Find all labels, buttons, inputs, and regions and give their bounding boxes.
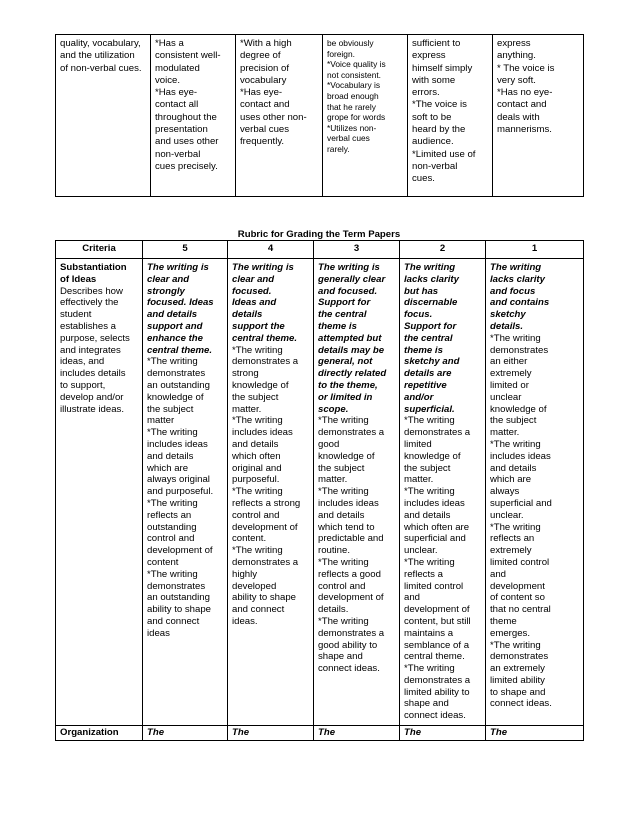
text-line: connect ideas.	[490, 698, 552, 710]
rubric-title: Rubric for Grading the Term Papers	[237, 229, 401, 240]
text-line: development of	[318, 592, 384, 604]
text-line: consistent well-	[155, 50, 221, 62]
text-line: development of	[147, 545, 213, 557]
top-cell	[56, 35, 151, 197]
text-line: and details	[490, 462, 537, 474]
text-line: connect ideas.	[318, 663, 380, 675]
text-line: mannerisms.	[497, 124, 552, 136]
text-line: matter.	[404, 474, 434, 486]
score-4-summary	[232, 262, 309, 345]
text-line: details.	[318, 604, 349, 616]
text-line: *The writing	[490, 438, 541, 450]
text-line: sketchy	[490, 309, 526, 321]
text-line: *The writing	[490, 521, 541, 533]
text-line: The writing is	[147, 262, 209, 273]
text-line: *With a high	[240, 38, 292, 49]
text-line: *Vocabulary is	[327, 80, 381, 91]
text-line: and integrates	[60, 344, 121, 356]
text-line: and purposeful.	[147, 486, 214, 498]
text-line: cues.	[412, 173, 435, 185]
text-line: contact all	[155, 99, 199, 111]
text-line: demonstrates a	[404, 674, 471, 686]
text-line: directly related	[318, 368, 387, 380]
text-line: rarely.	[327, 143, 350, 154]
text-line: that no central	[490, 604, 551, 616]
text-line: includes ideas	[404, 497, 465, 509]
text-line: purpose, selects	[60, 332, 130, 344]
text-line: highly	[232, 568, 258, 580]
text-line: student	[60, 309, 92, 321]
text-line: developed	[232, 580, 277, 592]
text-line: very soft.	[497, 74, 536, 86]
text-line: *The writing	[490, 639, 541, 651]
header-score-4: 4	[228, 241, 314, 259]
text-line: limited control	[490, 556, 550, 568]
text-line: content.	[232, 533, 267, 545]
text-line: *The writing	[232, 545, 283, 557]
text-line: details are	[404, 368, 452, 380]
text-line: demonstrates	[147, 580, 206, 592]
text-line: *Has a	[155, 38, 184, 49]
text-line: good	[318, 438, 340, 450]
score-1-cell: The	[486, 726, 584, 741]
text-line: limited or	[490, 379, 529, 391]
score-3-cell	[314, 259, 400, 726]
text-line: and connect	[147, 615, 200, 627]
text-line: broad enough	[327, 90, 379, 101]
text-line: the subject	[318, 462, 365, 474]
text-line: and	[404, 592, 421, 604]
text-line: includes details	[60, 368, 126, 380]
score-3-details	[318, 415, 395, 675]
text-line: and/or	[404, 391, 434, 403]
text-line: focused.	[232, 285, 272, 297]
text-line: *The writing	[404, 415, 455, 427]
text-line: non-verbal	[412, 160, 458, 172]
text-line: *The writing	[232, 415, 283, 427]
text-line: details.	[490, 320, 524, 332]
score-2-cell	[400, 259, 486, 726]
text-line: theme is	[318, 320, 357, 332]
text-line: express	[412, 50, 446, 62]
text-line: of content so	[490, 592, 545, 604]
text-line: frequently.	[240, 136, 285, 148]
text-line: ability to shape	[147, 604, 211, 616]
text-line: the subject	[404, 462, 451, 474]
text-line: an extremely	[490, 663, 545, 675]
text-line: degree of	[240, 50, 281, 62]
text-line: demonstrates a	[318, 427, 385, 439]
text-line: knowledge of	[318, 450, 375, 462]
text-line: knowledge of	[490, 403, 547, 415]
text-line: limited ability	[490, 674, 545, 686]
text-line: demonstrates	[490, 651, 549, 663]
text-line: superficial and	[404, 533, 466, 545]
text-line: which are	[147, 462, 189, 474]
score-1-summary	[490, 262, 579, 333]
text-line: always	[490, 486, 520, 498]
text-line: Support for	[318, 297, 371, 309]
text-line: and details	[318, 509, 365, 521]
text-line: the central	[404, 332, 453, 344]
text-line: soft to be	[412, 111, 452, 123]
text-line: *The writing	[232, 344, 283, 356]
text-line: support and	[147, 320, 203, 332]
text-line: but has	[404, 285, 439, 297]
term-paper-rubric-table	[55, 240, 584, 741]
text-line: *The writing	[404, 663, 455, 675]
text-line: precision of	[240, 62, 290, 74]
text-line: superficial and	[490, 497, 552, 509]
criteria-cell	[56, 259, 143, 726]
text-line: development of	[404, 604, 470, 616]
text-line: general, not	[318, 356, 373, 368]
text-line: development	[490, 580, 545, 592]
text-line: foreign.	[327, 48, 355, 59]
text-line: contact and	[240, 99, 290, 111]
text-line: includes ideas	[147, 438, 208, 450]
text-line: good ability to	[318, 639, 378, 651]
text-line: quality, vocabulary,	[60, 38, 141, 49]
text-line: shape and	[404, 698, 449, 710]
text-line: discernable	[404, 297, 458, 309]
text-line: and details	[147, 450, 194, 462]
text-line: and details	[232, 438, 279, 450]
text-line: details may be	[318, 344, 385, 356]
text-line: demonstrates a	[232, 356, 299, 368]
table-row	[56, 35, 584, 197]
text-line: *Has no eye-	[497, 87, 553, 99]
text-line: illustrate ideas.	[60, 403, 124, 415]
text-line: ideas.	[232, 615, 258, 627]
text-line: and details	[147, 309, 198, 321]
score-4-cell	[228, 259, 314, 726]
top-cell	[408, 35, 493, 197]
text-line: extremely	[490, 545, 532, 557]
top-cell	[493, 35, 584, 197]
text-line: theme is	[404, 344, 443, 356]
text-line: limited ability to	[404, 686, 470, 698]
text-line: maintains a	[404, 627, 454, 639]
text-line: ideas, and	[60, 356, 105, 368]
text-line: *Utilizes non-	[327, 122, 377, 133]
header-score-1: 1	[486, 241, 584, 259]
text-line: purposeful.	[232, 474, 280, 486]
text-line: central theme.	[232, 332, 298, 344]
text-line: enhance the	[147, 332, 203, 344]
text-line: ability to shape	[232, 592, 296, 604]
text-line: modulated	[155, 62, 200, 74]
text-line: establishes a	[60, 320, 116, 332]
text-line: clear and	[147, 273, 190, 285]
text-line: knowledge of	[147, 391, 204, 403]
text-line: *Limited use of	[412, 148, 476, 160]
text-line: original and	[232, 462, 282, 474]
text-line: grope for words	[327, 112, 386, 123]
text-line: sketchy and	[404, 356, 460, 368]
text-line: routine.	[318, 545, 350, 557]
text-line: content	[147, 556, 179, 568]
text-line: express	[497, 38, 531, 49]
text-line: of non-verbal cues.	[60, 62, 142, 74]
score-4-details	[232, 345, 309, 628]
text-line: an outstanding	[147, 379, 210, 391]
text-line: control and	[318, 580, 366, 592]
text-line: outstanding	[147, 521, 197, 533]
text-line: be obviously	[327, 38, 374, 48]
top-cell	[151, 35, 236, 197]
text-line: unclear.	[404, 545, 438, 557]
text-line: which often are	[404, 521, 470, 533]
text-line: scope.	[318, 403, 349, 415]
score-3-summary	[318, 262, 395, 415]
text-line: deals with	[497, 111, 540, 123]
text-line: an outstanding	[147, 592, 210, 604]
text-line: to the theme,	[318, 379, 378, 391]
text-line: an either	[490, 356, 528, 368]
text-line: and the utilization	[60, 50, 135, 62]
text-line: development of	[232, 521, 298, 533]
text-line: and details	[404, 509, 451, 521]
text-line: heard by the	[412, 124, 466, 136]
text-line: and connect	[232, 604, 285, 616]
text-line: support the	[232, 320, 285, 332]
text-line: himself simply	[412, 62, 473, 74]
text-line: strongly	[147, 285, 185, 297]
text-line: ideas	[147, 627, 170, 639]
text-line: verbal cues	[327, 133, 370, 144]
speech-rubric-continuation-table	[55, 34, 584, 197]
text-line: errors.	[412, 87, 440, 99]
top-cell	[236, 35, 323, 197]
score-4-cell: The	[228, 726, 314, 741]
text-line: control and	[232, 509, 280, 521]
text-line: and focus	[490, 285, 536, 297]
score-2-summary	[404, 262, 481, 415]
text-line: *The writing	[147, 497, 198, 509]
text-line: *The writing	[147, 356, 198, 368]
text-line: *The writing	[404, 486, 455, 498]
text-line: which are	[490, 474, 532, 486]
score-3-cell: The	[314, 726, 400, 741]
text-line: matter.	[232, 403, 262, 415]
text-line: effectively the	[60, 297, 119, 309]
text-line: anything.	[497, 50, 536, 62]
text-line: lacks clarity	[490, 273, 545, 285]
text-line: which often	[232, 450, 281, 462]
top-cell	[323, 35, 408, 197]
criteria-description	[60, 286, 138, 416]
text-line: limited control	[404, 580, 464, 592]
text-line: throughout the	[155, 111, 217, 123]
text-line: reflects an	[490, 533, 535, 545]
score-1-details	[490, 333, 579, 711]
text-line: and focused.	[318, 285, 378, 297]
table-row	[56, 259, 584, 726]
text-line: attempted but	[318, 332, 382, 344]
text-line: * The voice is	[497, 62, 555, 74]
text-line: the central	[318, 309, 367, 321]
text-line: the subject	[232, 391, 279, 403]
score-5-details	[147, 356, 223, 639]
text-line: always original	[147, 474, 210, 486]
text-line: *The writing	[147, 568, 198, 580]
text-line: The writing	[404, 262, 456, 273]
text-line: verbal cues	[240, 124, 290, 136]
text-line: matter.	[318, 474, 348, 486]
text-line: with some	[412, 74, 456, 86]
text-line: The writing is	[232, 262, 294, 273]
text-line: *The writing	[318, 486, 369, 498]
text-line: reflects a good	[318, 568, 381, 580]
score-5-summary	[147, 262, 223, 356]
text-line: knowledge of	[404, 450, 461, 462]
score-1-cell	[486, 259, 584, 726]
header-row	[56, 241, 584, 259]
text-line: repetitive	[404, 379, 447, 391]
text-line: Substantiation	[60, 262, 127, 273]
text-line: demonstrates a	[404, 427, 471, 439]
text-line: predictable and	[318, 533, 384, 545]
text-line: voice.	[155, 74, 181, 86]
text-line: lacks clarity	[404, 273, 459, 285]
text-line: focus.	[404, 309, 433, 321]
text-line: superficial.	[404, 403, 455, 415]
text-line: limited	[404, 438, 432, 450]
text-line: unclear.	[490, 509, 524, 521]
text-line: and	[490, 568, 507, 580]
score-2-cell: The	[400, 726, 486, 741]
text-line: central theme.	[404, 651, 465, 663]
text-line: *Voice quality is	[327, 59, 386, 70]
text-line: reflects an	[147, 509, 192, 521]
text-line: knowledge of	[232, 379, 289, 391]
header-score-3: 3	[314, 241, 400, 259]
text-line: presentation	[155, 124, 208, 136]
text-line: includes ideas	[490, 450, 551, 462]
criteria-organization: Organization	[56, 726, 143, 741]
text-line: The writing is	[318, 262, 380, 273]
text-line: extremely	[490, 368, 532, 380]
text-line: focused. Ideas	[147, 297, 214, 309]
score-2-details	[404, 415, 481, 722]
criteria-title	[60, 262, 138, 286]
text-line: demonstrates a	[318, 627, 385, 639]
text-line: demonstrates	[147, 368, 206, 380]
text-line: contact and	[497, 99, 547, 111]
text-line: not consistent.	[327, 69, 382, 80]
text-line: audience.	[412, 136, 454, 148]
text-line: to support,	[60, 379, 106, 391]
text-line: matter	[147, 415, 175, 427]
text-line: cues precisely.	[155, 160, 218, 172]
text-line: shape and	[318, 651, 363, 663]
text-line: details	[232, 309, 263, 321]
text-line: that he rarely	[327, 101, 376, 112]
text-line: Support for	[404, 320, 457, 332]
text-line: generally clear	[318, 273, 386, 285]
text-line: includes ideas	[232, 427, 293, 439]
text-line: *The writing	[318, 615, 369, 627]
text-line: develop and/or	[60, 391, 124, 403]
text-line: *Has eye-	[240, 87, 283, 99]
text-line: or limited in	[318, 391, 373, 403]
text-line: reflects a	[404, 568, 443, 580]
text-line: emerges.	[490, 627, 530, 639]
text-line: to shape and	[490, 686, 546, 698]
text-line: matter.	[490, 427, 520, 439]
text-line: reflects a strong	[232, 497, 301, 509]
text-line: *The writing	[318, 556, 369, 568]
text-line: *The writing	[232, 486, 283, 498]
header-score-2: 2	[400, 241, 486, 259]
text-line: unclear	[490, 391, 522, 403]
text-line: content, but still	[404, 615, 471, 627]
text-line: Describes how	[60, 285, 123, 297]
text-line: *The writing	[490, 332, 541, 344]
text-line: *The writing	[318, 415, 369, 427]
header-criteria: Criteria	[56, 241, 143, 259]
header-score-5: 5	[143, 241, 228, 259]
text-line: demonstrates	[490, 344, 549, 356]
text-line: theme	[490, 615, 517, 627]
text-line: the subject	[490, 415, 537, 427]
text-line: and uses other	[155, 136, 219, 148]
text-line: strong	[232, 368, 259, 380]
text-line: includes ideas	[318, 497, 379, 509]
text-line: vocabulary	[240, 74, 287, 86]
text-line: *The voice is	[412, 99, 467, 111]
score-5-cell: The	[143, 726, 228, 741]
text-line: semblance of a	[404, 639, 470, 651]
text-line: The writing	[490, 262, 542, 273]
text-line: *Has eye-	[155, 87, 198, 99]
text-line: of Ideas	[60, 273, 97, 285]
score-5-cell	[143, 259, 228, 726]
text-line: demonstrates a	[232, 556, 299, 568]
text-line: which tend to	[318, 521, 375, 533]
text-line: clear and	[232, 273, 275, 285]
table-row	[56, 726, 584, 741]
text-line: Ideas and	[232, 297, 277, 309]
text-line: *The writing	[147, 427, 198, 439]
text-line: the subject	[147, 403, 194, 415]
text-line: *The writing	[404, 556, 455, 568]
text-line: and contains	[490, 297, 550, 309]
text-line: central theme.	[147, 344, 213, 356]
text-line: uses other non-	[240, 111, 307, 123]
text-line: connect ideas.	[404, 710, 466, 722]
text-line: control and	[147, 533, 195, 545]
text-line: sufficient to	[412, 38, 461, 49]
text-line: non-verbal	[155, 148, 201, 160]
